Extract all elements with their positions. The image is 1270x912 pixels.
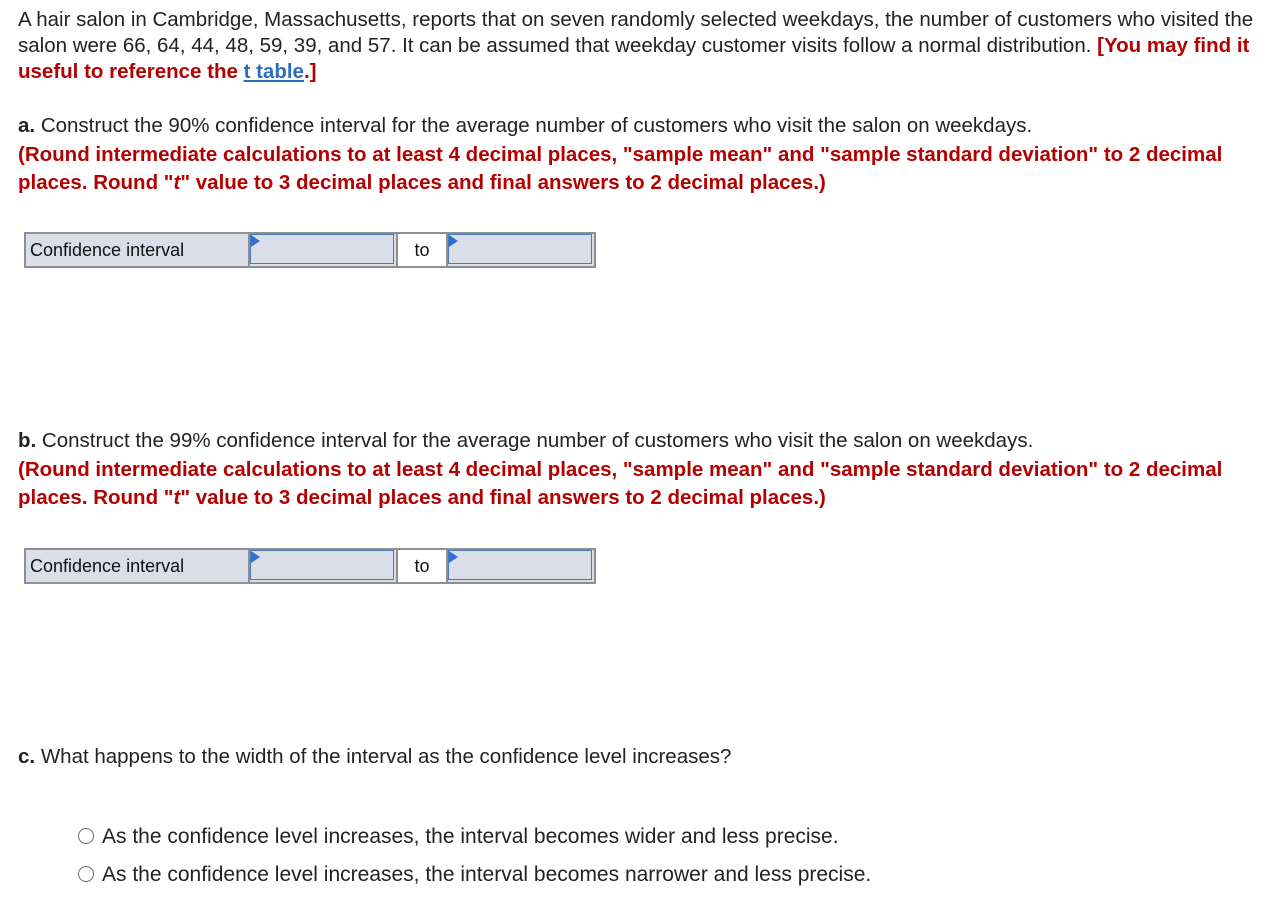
part-a-instruction-t: t — [173, 171, 181, 194]
part-a-ci-label: Confidence interval — [24, 232, 248, 268]
part-b-text: Construct the 99% confidence interval for the average number of customers who visit the salon on weekdays. — [41, 429, 1034, 452]
radio-button-icon[interactable] — [78, 828, 94, 844]
part-b-question — [18, 428, 1258, 454]
part-c-question — [18, 744, 1258, 770]
part-a-confidence-interval-row — [24, 232, 596, 268]
part-a-text: Construct the 90% confidence interval for the average number of customers who visit the salon on weekdays. — [40, 114, 1033, 137]
part-c-letter: c. — [18, 745, 36, 768]
part-a-letter: a. — [18, 114, 36, 137]
part-a-upper-bound-input[interactable] — [448, 234, 592, 264]
t-table-link[interactable]: t table — [243, 60, 304, 83]
reference-suffix: .] — [303, 60, 317, 83]
part-a-lower-bound-input[interactable] — [250, 234, 394, 264]
part-b-instruction-2: " value to 3 decimal places and final answers to 2 decimal places.) — [180, 486, 826, 509]
part-b-ci-label: Confidence interval — [24, 548, 248, 584]
part-a-question — [18, 113, 1258, 139]
part-a-to-label: to — [398, 232, 446, 268]
part-b-confidence-interval-row — [24, 548, 596, 584]
part-b-upper-cell — [446, 548, 596, 584]
part-b-instruction-t: t — [173, 486, 181, 509]
part-a-upper-cell — [446, 232, 596, 268]
part-b-instruction-1: (Round intermediate calculations to at least 4 decimal places, "sample mean" and "sample standard deviation" to 2 decimal places. Round " — [18, 458, 1223, 509]
part-b-upper-bound-input[interactable] — [448, 550, 592, 580]
reference-prefix: [You may find it useful to reference the — [18, 34, 1250, 83]
part-b-lower-bound-input[interactable] — [250, 550, 394, 580]
part-c-option-narrower[interactable] — [78, 856, 871, 894]
part-c-options — [78, 818, 871, 894]
part-a-instruction-1: (Round intermediate calculations to at least 4 decimal places, "sample mean" and "sample standard deviation" to 2 decimal places. Round " — [18, 143, 1223, 194]
part-a-instruction-2: " value to 3 decimal places and final answers to 2 decimal places.) — [180, 171, 826, 194]
part-b-lower-cell — [248, 548, 398, 584]
part-b-instructions — [18, 456, 1258, 512]
part-b-letter: b. — [18, 429, 37, 452]
part-a-instructions — [18, 141, 1258, 197]
option-label: As the confidence level increases, the interval becomes wider and less precise. — [102, 825, 839, 848]
problem-intro — [18, 7, 1258, 85]
part-b-to-label: to — [398, 548, 446, 584]
option-label: As the confidence level increases, the interval becomes narrower and less precise. — [102, 863, 872, 886]
part-c-option-wider[interactable] — [78, 818, 871, 856]
part-c-text: What happens to the width of the interval as the confidence level increases? — [40, 745, 732, 768]
radio-button-icon[interactable] — [78, 866, 94, 882]
part-a-lower-cell — [248, 232, 398, 268]
intro-text: A hair salon in Cambridge, Massachusetts, reports that on seven randomly selected weekdays, the number of customers who visited the salon were 66, 64, 44, 48, 59, 39, and 57. It can be assumed that weekday customer visits follow a normal distribution. — [18, 8, 1254, 57]
